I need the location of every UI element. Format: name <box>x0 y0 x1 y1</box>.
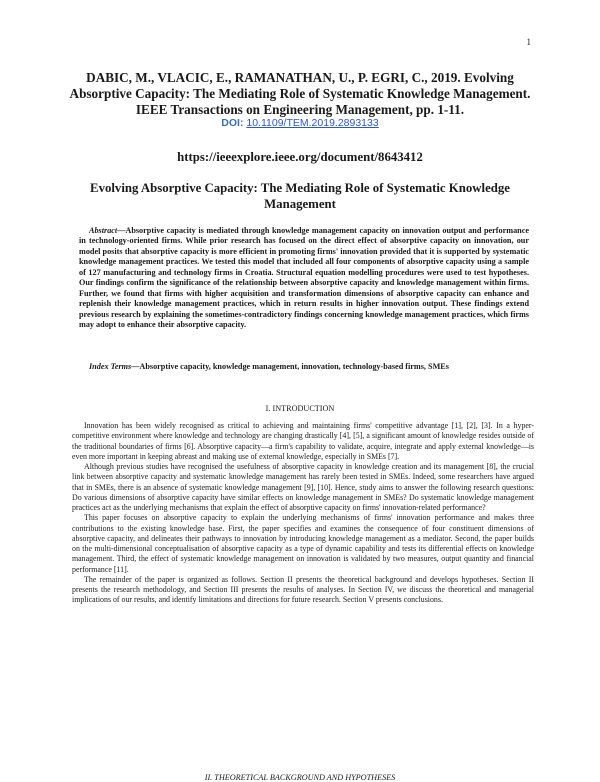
abstract-text: —Absorptive capacity is mediated through knowledge management capacity on innovation output and performance in technology-oriented firms. While prior research has focused on the direct effect of absorptive capacity on innovation, our model posits that absorptive capacity is more efficient in promoting firms' innovation provided that it is supported by systematic knowledge management practices. We tested this model that included all four components of absorptive capacity using a sample of 127 manufacturing and technology firms in Croatia. Structural equation modelling procedures were used to test hypotheses. Our findings confirm the significance of the relationship between absorptive capacity and knowledge management within firms. Further, we found that firms with higher acquisition and transformation dimensions of absorptive capacity can enhance and replenish their knowledge management practices, which in return results in higher innovation output. These findings extend previous research by explaining the sometimes-contradictory findings concerning knowledge management practices, which firms may adopt to enhance their absorptive capacity. <box>79 226 529 330</box>
abstract <box>79 226 529 331</box>
doi-label: DOI: <box>221 117 244 129</box>
ieee-url: https://ieeexplore.ieee.org/document/8643412 <box>177 150 423 164</box>
page-number: 1 <box>526 37 531 47</box>
index-terms <box>89 362 529 371</box>
abstract-label: Abstract <box>89 226 118 235</box>
paragraph: This paper focuses on absorptive capacity to explain the underlying mechanisms of firms' innovation performance and makes three contributions to the existing knowledge base. First, the paper specifies and examines the consequence of four constituent dimensions of absorptive capacity, and delineates their pathways to innovation by introducing knowledge management as a mediator. Second, the paper builds on the multi-dimensional conceptualisation of absorptive capacity as a type of dynamic capability and tests its differential effects on knowledge management. Third, the effect of systematic knowledge management on innovation is validated by two measures, output quantity and financial performance [11]. <box>72 513 534 574</box>
doi-line <box>60 117 540 129</box>
index-terms-text: —Absorptive capacity, knowledge management, innovation, technology-based firms, SMEs <box>131 362 449 371</box>
paragraph: Innovation has been widely recognised as critical to achieving and maintaining firms' competitive advantage [1], [2], [3]. In a hyper-competitive environment where knowledge and technology are changing drastically [4], [5], a significant amount of knowledge resides outside of the traditional boundaries of firms [6]. Absorptive capacity—a firm's capability to validate, acquire, integrate and apply external knowledge—is even more important in keeping abreast and making use of external knowledge, especially in SMEs [7]. <box>72 421 534 461</box>
doi-link[interactable]: 10.1109/TEM.2019.2893133 <box>246 117 379 129</box>
introduction-body <box>72 421 534 606</box>
section-heading-introduction: I. INTRODUCTION <box>265 404 335 413</box>
paragraph: The remainder of the paper is organized as follows. Section II presents the theoretical background and develops hypotheses. Section II presents the research methodology, and Section III presents the results of analyses. In Section IV, we discuss the theoretical and managerial implications of our results, and identify limitations and directions for future research. Section V presents conclusions. <box>72 574 534 605</box>
section-heading-theoretical-background: II. THEORETICAL BACKGROUND AND HYPOTHESES <box>204 773 396 782</box>
citation-header: DABIC, M., VLACIC, E., RAMANATHAN, U., P. EGRI, C., 2019. Evolving Absorptive Capacity: The Mediating Role of Systematic Knowledge Management. IEEE Transactions on Engineering Management, pp. 1-11. <box>69 70 531 118</box>
paragraph: Although previous studies have recognised the usefulness of absorptive capacity in knowledge creation and its management [8], the crucial link between absorptive capacity and systematic knowledge management has rarely been tested in SMEs. Indeed, some researchers have argued that in SMEs, there is an absence of systematic knowledge management [9], [10]. Hence, study aims to answer the following research questions: Do various dimensions of absorptive capacity have similar effects on knowledge management in SMEs? Do systematic knowledge management practices act as the underlying mechanisms that explain the effect of absorptive capacity on firms' innovation-related performance? <box>72 462 534 512</box>
paper-title: Evolving Absorptive Capacity: The Mediating Role of Systematic Knowledge Management <box>90 181 510 211</box>
index-terms-label: Index Terms <box>89 362 132 371</box>
